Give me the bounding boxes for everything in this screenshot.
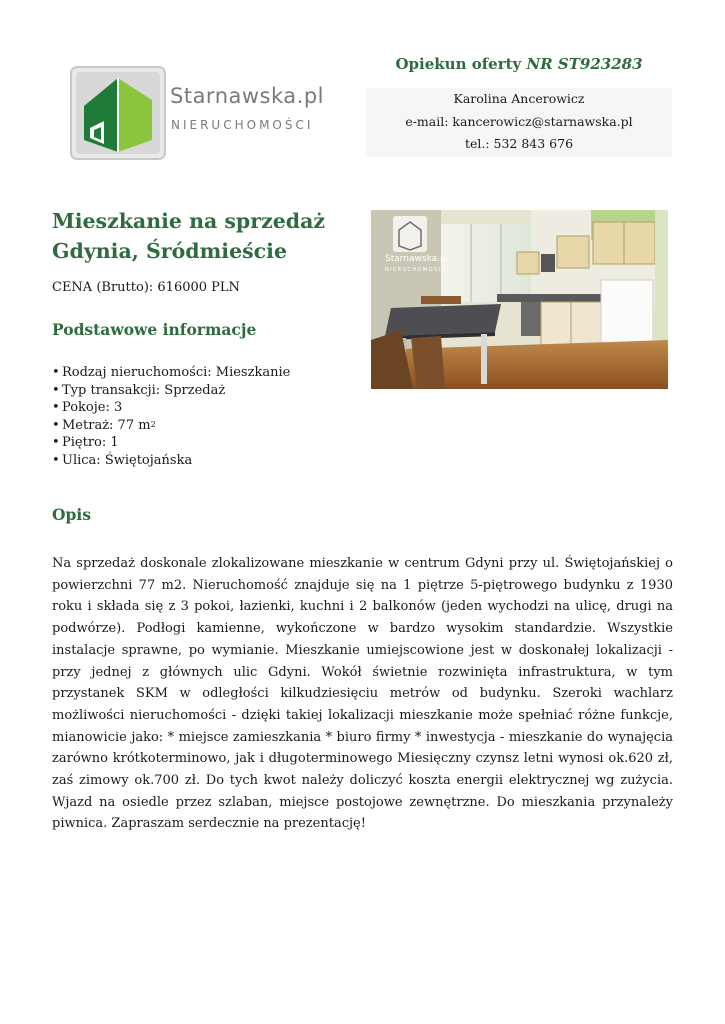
contact-title-prefix: Opiekun oferty bbox=[395, 55, 527, 73]
agent-phone[interactable]: tel.: 532 843 676 bbox=[464, 136, 574, 151]
listing-title-line1: Mieszkanie na sprzedaż bbox=[52, 209, 326, 233]
company-logo bbox=[70, 66, 332, 162]
feature-area bbox=[52, 417, 290, 435]
feature-rooms: • Pokoje: 3 bbox=[52, 399, 290, 417]
listing-price: CENA (Brutto): 616000 PLN bbox=[52, 280, 240, 295]
listing-title-line2: Gdynia, Śródmieście bbox=[52, 239, 287, 263]
logo-subtitle: NIERUCHOMOŚCI bbox=[171, 118, 314, 132]
offer-contact-title bbox=[366, 55, 672, 73]
feature-floor: • Piętro: 1 bbox=[52, 434, 290, 452]
agent-name: Karolina Ancerowicz bbox=[453, 91, 585, 106]
logo-brand-text: Starnawska.pl bbox=[170, 84, 324, 108]
description-text: Na sprzedaż doskonale zlokalizowane mieszkanie w centrum Gdyni przy ul. Świętojańskiej o powierzchni 77 m2. Nieruchomość znajduje się na 1 piętrze 5-piętrowego budynku z 1930 roku i składa się z 3 pokoi, łazienki, kuchni i 2 balkonów (jeden wychodzi na ulicę, drugi na podwórze). Podłogi kamienne, wykończone w bardzo wysokim standardzie. Wszystkie instalacje sprawne, po wymianie. Mieszkanie umiejscowione jest w doskonałej lokalizacji - przy jednej z głównych ulic Gdyni. Wokół świetnie rozwinięta infrastruktura, w tym przystanek SKM w odległości kilkudziesięciu metrów od budynku. Szeroki wachlarz możliwości nieruchomości - dzięki takiej lokalizacji mieszkanie może spełniać różne funkcje, mianowicie jako: * miejsce zamieszkania * biuro firmy * inwestycja - mieszkanie do wynajęcia zarówno krótkoterminowo, jak i długoterminowego Miesięczny czynsz letni wynosi ok.620 zł, zaś zimowy ok.700 zł. Do tych kwot należy doliczyć koszta energii elektrycznej wg zużycia. Wjazd na osiedle przez szlaban, miejsce postojowe zewnętrzne. Do mieszkania przynależy piwnica. Zapraszam serdecznie na prezentację! bbox=[52, 556, 673, 832]
agent-email[interactable]: e-mail: kancerowicz@starnawska.pl bbox=[405, 114, 633, 129]
feature-property-type: • Rodzaj nieruchomości: Mieszkanie bbox=[52, 364, 290, 382]
watermark-brand-text: Starnawska.pl bbox=[385, 254, 449, 264]
property-photo bbox=[371, 210, 668, 389]
contact-box bbox=[366, 88, 672, 157]
offer-number: NR ST923283 bbox=[526, 55, 643, 73]
feature-area-text: Metraż: 77 m bbox=[62, 417, 151, 433]
kitchen-photo-image bbox=[371, 210, 668, 389]
house-logo-icon bbox=[70, 66, 166, 160]
features-list bbox=[52, 364, 290, 470]
feature-street: • Ulica: Świętojańska bbox=[52, 452, 290, 470]
feature-transaction: • Typ transakcji: Sprzedaż bbox=[52, 382, 290, 400]
description-heading: Opis bbox=[52, 505, 91, 524]
area-unit-superscript: 2 bbox=[150, 419, 156, 429]
watermark-sub-text: NIERUCHOMOŚCI bbox=[385, 267, 447, 273]
listing-title bbox=[52, 206, 352, 266]
basic-info-heading: Podstawowe informacje bbox=[52, 320, 257, 339]
